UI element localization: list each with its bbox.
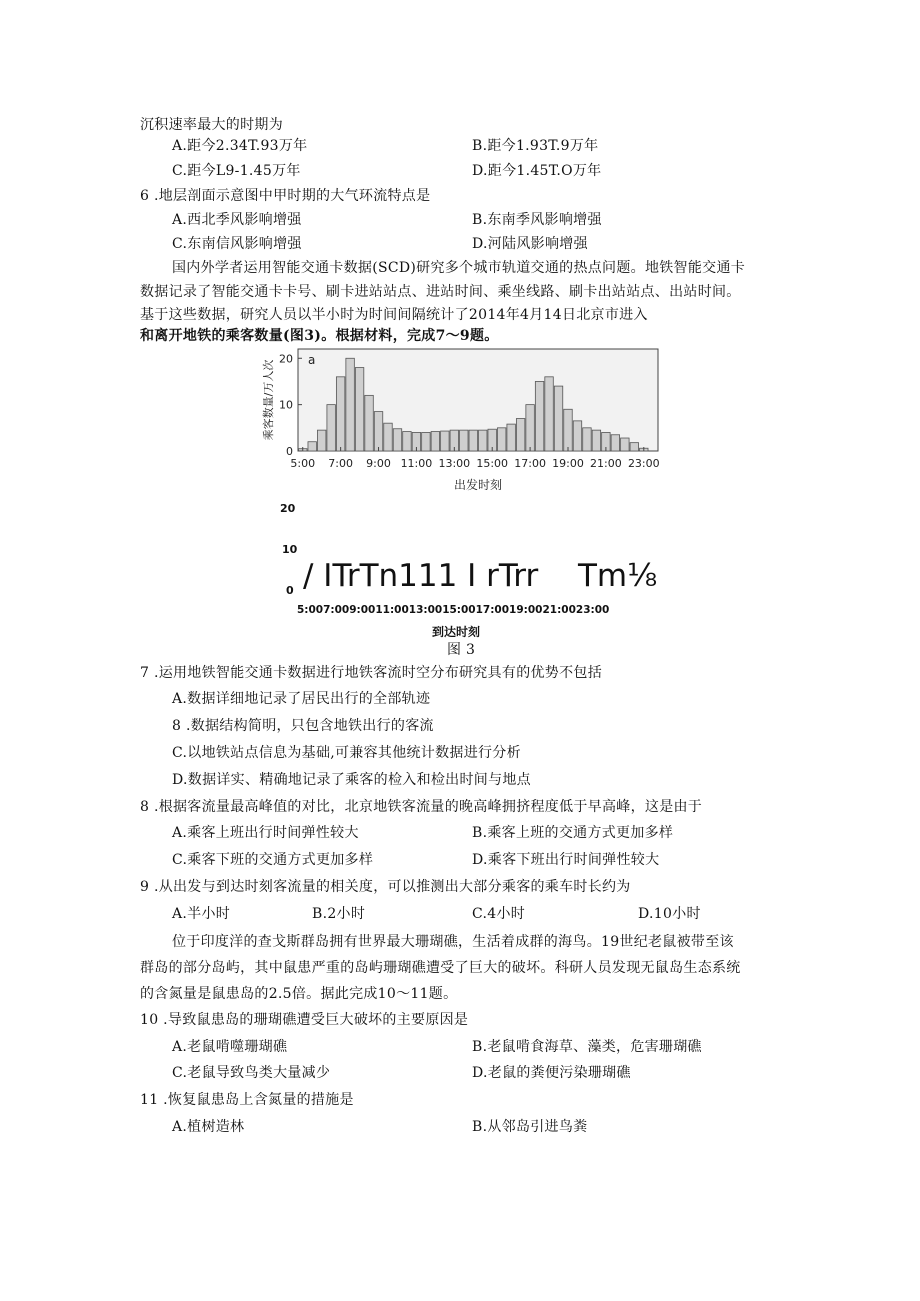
question-8: 8 .根据客流量最高峰值的对比，北京地铁客流量的晚高峰拥挤程度低于早高峰，这是由于 <box>140 799 703 815</box>
bar <box>469 430 477 451</box>
option-a: A.乘客上班出行时间弹性较大 <box>172 825 359 841</box>
x-tick-label: 5:00 <box>290 457 316 470</box>
paragraph-line: 的含氮量是鼠患岛的2.5倍。据此完成10～11题。 <box>140 986 458 1002</box>
x-tick-label: 21:00 <box>590 457 622 470</box>
bar <box>374 412 382 451</box>
figure-caption: 图 3 <box>447 642 476 658</box>
chart-b-xlabel: 到达时刻 <box>432 625 481 639</box>
question-7: 7 .运用地铁智能交通卡数据进行地铁客流时空分布研究具有的优势不包括 <box>140 665 603 681</box>
bar <box>327 405 335 451</box>
x-tick-label: 7:00 <box>328 457 353 470</box>
option-b: 8 .数据结构简明，只包含地铁出行的客流 <box>172 718 434 734</box>
bar <box>317 430 325 451</box>
x-tick-label: 19:00 <box>552 457 584 470</box>
panel-label: a <box>308 353 316 367</box>
chart-b-garbled-text: / ITrTn111 I rTrr <box>303 558 539 594</box>
option-d: D.10小时 <box>638 906 701 922</box>
y-tick-label: 20 <box>279 352 293 366</box>
option-c: C.距今L9-1.45万年 <box>172 163 301 179</box>
chart-b-ytick: 0 <box>286 584 294 597</box>
option-a: A.老鼠啃噬珊瑚礁 <box>172 1039 288 1055</box>
bar <box>441 431 449 451</box>
bar <box>545 377 553 451</box>
paragraph-line: 数据记录了智能交通卡卡号、刷卡进站站点、进站时间、乘坐线路、刷卡出站站点、出站时间。 <box>140 284 741 300</box>
bar <box>592 430 600 451</box>
bar <box>479 430 487 451</box>
bar <box>554 386 562 451</box>
option-b: B.距今1.93T.9万年 <box>472 138 599 154</box>
option-a: A.数据详细地记录了居民出行的全部轨迹 <box>172 691 431 707</box>
option-b: B.2小时 <box>312 906 366 922</box>
bar <box>507 424 515 451</box>
option-b: B.从邻岛引进鸟粪 <box>472 1119 588 1135</box>
x-tick-label: 23:00 <box>627 457 660 470</box>
y-tick-label: 0 <box>286 445 293 458</box>
bar <box>460 430 468 451</box>
option-a: A.西北季风影响增强 <box>172 212 302 228</box>
option-c: C.4小时 <box>472 906 526 922</box>
bar <box>365 395 373 451</box>
bar <box>497 428 505 451</box>
y-tick-label: 10 <box>279 398 293 412</box>
x-tick-label: 15:00 <box>476 457 509 470</box>
bar <box>403 432 411 451</box>
option-b: B.东南季风影响增强 <box>472 212 602 228</box>
bar <box>308 442 316 451</box>
option-a: A.植树造林 <box>172 1119 245 1135</box>
question-10: 10 .导致鼠患岛的珊瑚礁遭受巨大破坏的主要原因是 <box>140 1012 469 1028</box>
option-d: D.数据详实、精确地记录了乘客的检入和检出时间与地点 <box>172 772 531 788</box>
bar <box>431 432 439 451</box>
bar <box>611 435 619 451</box>
option-d: D.老鼠的粪便污染珊瑚礁 <box>472 1065 631 1081</box>
option-a: A.半小时 <box>172 906 231 922</box>
x-tick-label: 11:00 <box>400 457 433 470</box>
question-6: 6 .地层剖面示意图中甲时期的大气环流特点是 <box>140 188 431 204</box>
chart-figure-a <box>258 346 664 496</box>
paragraph-line: 基于这些数据，研究人员以半小时为时间间隔统计了2014年4月14日北京市进入 <box>140 307 648 323</box>
y-axis-label: 乘客数量/万人次 <box>262 359 275 441</box>
question-11: 11 .恢复鼠患岛上含氮量的措施是 <box>140 1092 354 1108</box>
option-c: C.以地铁站点信息为基础,可兼容其他统计数据进行分析 <box>172 745 521 761</box>
chart-b-xticks: 5:007:009:0011:0013:0015:0017:0019:0021:0023:00 <box>297 604 610 616</box>
bar <box>393 429 401 451</box>
bar <box>346 358 354 451</box>
x-tick-label: 17:00 <box>514 457 546 470</box>
paragraph-line: 和离开地铁的乘客数量(图3)。根据材料，完成7～9题。 <box>140 328 499 344</box>
x-tick-label: 13:00 <box>438 457 471 470</box>
bar <box>583 428 591 451</box>
bar <box>422 432 430 451</box>
option-a: A.距今2.34T.93万年 <box>172 138 308 154</box>
bar <box>355 368 363 451</box>
x-axis-label: 出发时刻 <box>453 478 503 492</box>
text-line: 沉积速率最大的时期为 <box>140 117 283 133</box>
bar <box>564 409 572 451</box>
bar <box>336 377 344 451</box>
chart-b-ytick: 20 <box>280 502 296 515</box>
paragraph-line: 国内外学者运用智能交通卡数据(SCD)研究多个城市轨道交通的热点问题。地铁智能交通卡 <box>172 260 746 276</box>
x-tick-label: 9:00 <box>366 457 391 470</box>
bar <box>526 405 534 451</box>
bar <box>516 419 524 451</box>
chart-b-ytick: 10 <box>282 543 298 556</box>
bar <box>384 423 392 451</box>
option-c: C.老鼠导致鸟类大量减少 <box>172 1065 331 1081</box>
option-b: B.乘客上班的交通方式更加多样 <box>472 825 674 841</box>
option-b: B.老鼠啃食海草、藻类，危害珊瑚礁 <box>472 1039 702 1055</box>
option-d: D.河陆风影响增强 <box>472 236 588 252</box>
bar <box>573 421 581 451</box>
option-c: C.东南信风影响增强 <box>172 236 302 252</box>
paragraph-line: 群岛的部分岛屿，其中鼠患严重的岛屿珊瑚礁遭受了巨大的破坏。科研人员发现无鼠岛生态系统 <box>140 960 741 976</box>
paragraph-line: 位于印度洋的查戈斯群岛拥有世界最大珊瑚礁，生活着成群的海鸟。19世纪老鼠被带至该 <box>172 934 734 950</box>
option-d: D.距今1.45T.O万年 <box>472 163 602 179</box>
bar <box>630 443 638 451</box>
option-d: D.乘客下班出行时间弹性较大 <box>472 852 660 868</box>
option-c: C.乘客下班的交通方式更加多样 <box>172 852 374 868</box>
bar <box>621 438 629 451</box>
bar <box>535 381 543 451</box>
question-9: 9 .从出发与到达时刻客流量的相关度，可以推测出大部分乘客的乘车时长约为 <box>140 879 631 895</box>
chart-b-garbled-text: Tm⅛ <box>578 558 658 594</box>
